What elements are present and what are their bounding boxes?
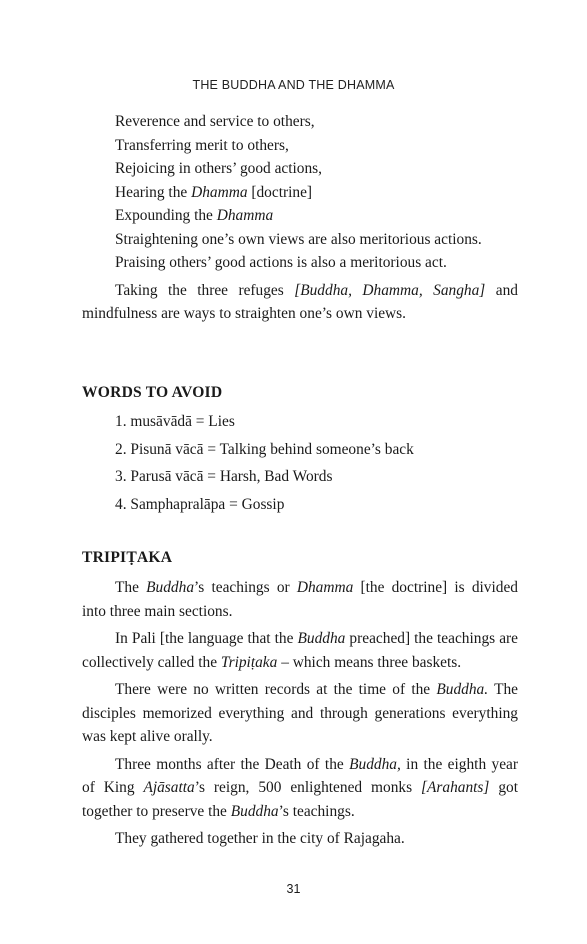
list-line: Transferring merit to others, (115, 136, 289, 154)
list-line: Rejoicing in others’ good actions, (115, 160, 323, 177)
list-item: 4. Samphapralāpa = Gossip (115, 495, 285, 513)
page-number: 31 (286, 882, 301, 896)
words-to-avoid-list (82, 410, 518, 516)
paragraph: In Pali [the language that the Buddha preached] the teachings are collectively called the Tripiṭaka – which means three baskets. (82, 630, 518, 671)
refuges-paragraph: Taking the three refuges [Buddha, Dhamma, Sangha] and mindfulness are ways to straighten one’s own views. (82, 281, 518, 322)
words-to-avoid-heading: WORDS TO AVOID (82, 384, 223, 401)
tripitaka-heading: TRIPIṬAKA (82, 549, 173, 566)
paragraph: The Buddha’s teachings or Dhamma [the doctrine] is divided into three main sections. (82, 579, 518, 620)
list-line: Expounding the Dhamma (115, 207, 274, 224)
paragraph: Three months after the Death of the Buddha, in the eighth year of King Ajāsatta’s reign, 500 enlightened monks [Arahants] got together to preserve the Buddha’s teachings. (82, 755, 519, 820)
meritorious-actions-list (82, 110, 518, 326)
list-line: Reverence and service to others, (115, 113, 315, 130)
list-line: Praising others’ good actions is also a meritorious act. (115, 254, 447, 271)
paragraph: They gathered together in the city of Rajagaha. (115, 830, 405, 847)
tripitaka-section (82, 576, 518, 851)
list-item: 3. Parusā vācā = Harsh, Bad Words (115, 468, 333, 485)
list-item: 2. Pisunā vācā = Talking behind someone’s back (115, 440, 414, 458)
list-item: 1. musāvādā = Lies (115, 413, 235, 430)
list-line: Hearing the Dhamma [doctrine] (115, 183, 313, 201)
paragraph: There were no written records at the time of the Buddha. The disciples memorized everything and through generations everything was kept alive orally. (82, 681, 518, 745)
running-header: THE BUDDHA AND THE DHAMMA (192, 78, 395, 92)
list-line: Straightening one’s own views are also meritorious actions. (115, 230, 482, 248)
